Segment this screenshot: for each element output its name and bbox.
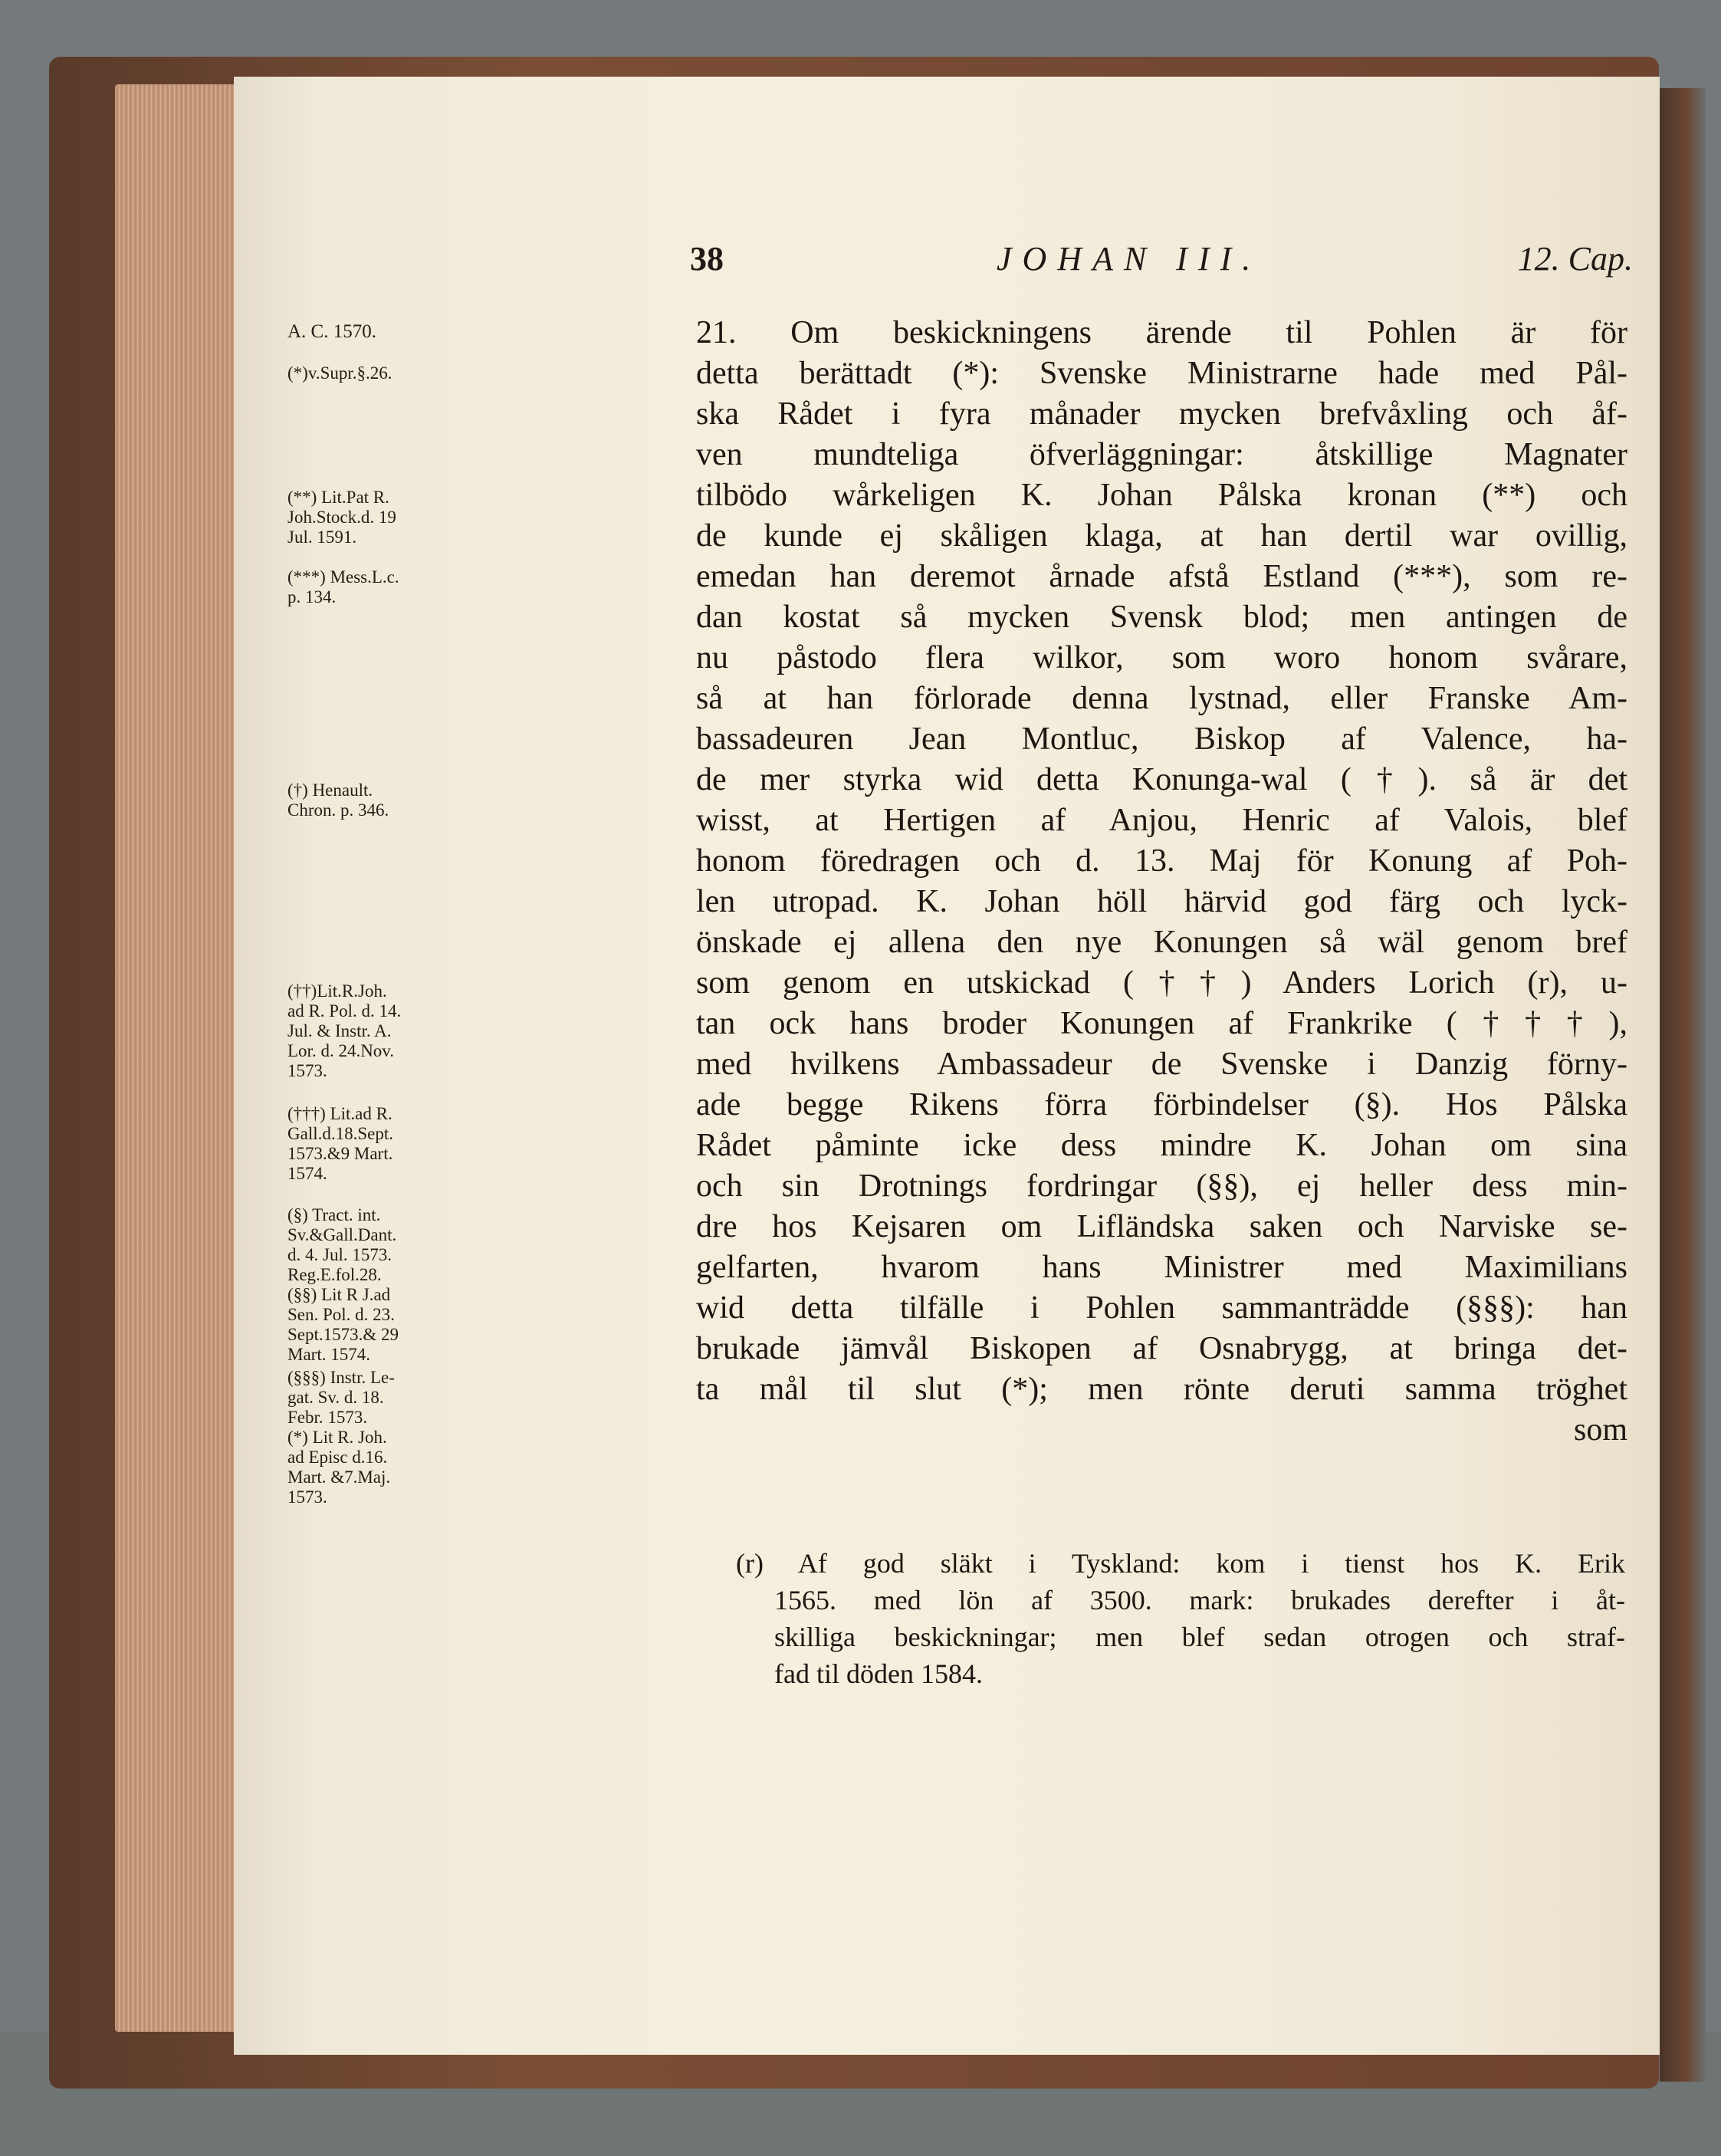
body-line: bassadeuren Jean Montluc, Biskop af Valence, ha- — [696, 721, 1627, 757]
footnote-line: 1565. med lön af 3500. mark: brukades derefter i åt- — [774, 1585, 1625, 1615]
margin-note: (***) Mess.L.c. p. 134. — [287, 567, 399, 606]
margin-note: (*) Lit R. Joh. ad Episc d.16. Mart. &7.Maj. 1573. — [287, 1428, 391, 1507]
body-line: ta mål til slut (*); men rönte deruti samma tröghet — [696, 1372, 1627, 1407]
body-line: wisst, at Hertigen af Anjou, Henric af Valois, blef — [696, 803, 1627, 838]
body-line: med hvilkens Ambassadeur de Svenske i Danzig förny- — [696, 1047, 1627, 1082]
margin-note: (§) Tract. int. Sv.&Gall.Dant. d. 4. Jul. 1573. Reg.E.fol.28. — [287, 1205, 397, 1284]
margin-note: (†) Henault. Chron. p. 346. — [287, 781, 389, 820]
body-line: gelfarten, hvarom hans Ministrer med Maximilians — [696, 1250, 1627, 1285]
body-line: dre hos Kejsaren om Lifländska saken och Narviske se- — [696, 1209, 1627, 1244]
body-line: emedan han deremot årnade afstå Estland (***), som re- — [696, 559, 1627, 594]
footnote-line: fad til döden 1584. — [774, 1658, 983, 1689]
body-line: brukade jämvål Biskopen af Osnabrygg, at bringa det- — [696, 1331, 1627, 1366]
margin-note: A. C. 1570. — [287, 321, 376, 342]
body-line: de mer styrka wid detta Konunga-wal (†). så är det — [696, 762, 1627, 797]
margin-note: (††)Lit.R.Joh. ad R. Pol. d. 14. Jul. & Instr. A. Lor. d. 24.Nov. 1573. — [287, 981, 402, 1080]
page-header — [230, 239, 1648, 293]
margin-note: (†††) Lit.ad R. Gall.d.18.Sept. 1573.&9 Mart. 1574. — [287, 1104, 393, 1183]
body-line: de kunde ej skåligen klaga, at han dertil war ovillig, — [696, 518, 1627, 554]
body-line: honom föredragen och d. 13. Maj för Konung af Poh- — [696, 843, 1627, 879]
body-line: wid detta tilfälle i Pohlen sammanträdde (§§§): han — [696, 1290, 1627, 1326]
body-line: ade begge Rikens förra förbindelser (§). Hos Pålska — [696, 1087, 1627, 1122]
body-line: detta berättadt (*): Svenske Ministrarne hade med Pål- — [696, 356, 1627, 391]
footnote-line: (r) Af god släkt i Tyskland: kom i tienst hos K. Erik — [736, 1548, 1625, 1579]
margin-note: (§§§) Instr. Le- gat. Sv. d. 18. Febr. 1573. — [287, 1368, 395, 1427]
margin-note: (*)v.Supr.§.26. — [287, 363, 392, 383]
body-line: len utropad. K. Johan höll härvid god färg och lyck- — [696, 884, 1627, 919]
body-line: ven mundteliga öfverläggningar: åtskillige Magnater — [696, 437, 1627, 472]
body-line: önskade ej allena den nye Konungen så wäl genom bref — [696, 925, 1627, 960]
body-line: dan kostat så mycken Svensk blod; men antingen de — [696, 600, 1627, 635]
body-line: Rådet påminte icke dess mindre K. Johan om sina — [696, 1128, 1627, 1163]
page-edges — [115, 84, 238, 2032]
body-line: ska Rådet i fyra månader mycken brefvåxling och åf- — [696, 396, 1627, 432]
margin-note: (§§) Lit R J.ad Sen. Pol. d. 23. Sept.1573.& 29 Mart. 1574. — [287, 1285, 399, 1364]
chapter-label: 12. Cap. — [1517, 240, 1633, 278]
body-line: nu påstodo flera wilkor, som woro honom svårare, — [696, 640, 1627, 675]
book-spine-edge — [1660, 88, 1706, 2082]
body-line: 21. Om beskickningens ärende til Pohlen är för — [696, 315, 1627, 350]
margin-note: (**) Lit.Pat R. Joh.Stock.d. 19 Jul. 1591. — [287, 488, 396, 547]
body-line: så at han förlorade denna lystnad, eller Franske Am- — [696, 681, 1627, 716]
running-title: JOHAN III. — [997, 240, 1262, 278]
body-line: och sin Drotnings fordringar (§§), ej heller dess min- — [696, 1168, 1627, 1204]
page-number: 38 — [690, 240, 724, 278]
body-line: tan ock hans broder Konungen af Frankrike (†††), — [696, 1006, 1627, 1041]
footnote-line: skilliga beskickningar; men blef sedan otrogen och straf- — [774, 1622, 1625, 1652]
body-line: tilbödo wårkeligen K. Johan Pålska kronan (**) och — [696, 478, 1627, 513]
catchword: som — [1573, 1412, 1627, 1448]
body-line: som genom en utskickad (††) Anders Lorich (r), u- — [696, 965, 1627, 1001]
